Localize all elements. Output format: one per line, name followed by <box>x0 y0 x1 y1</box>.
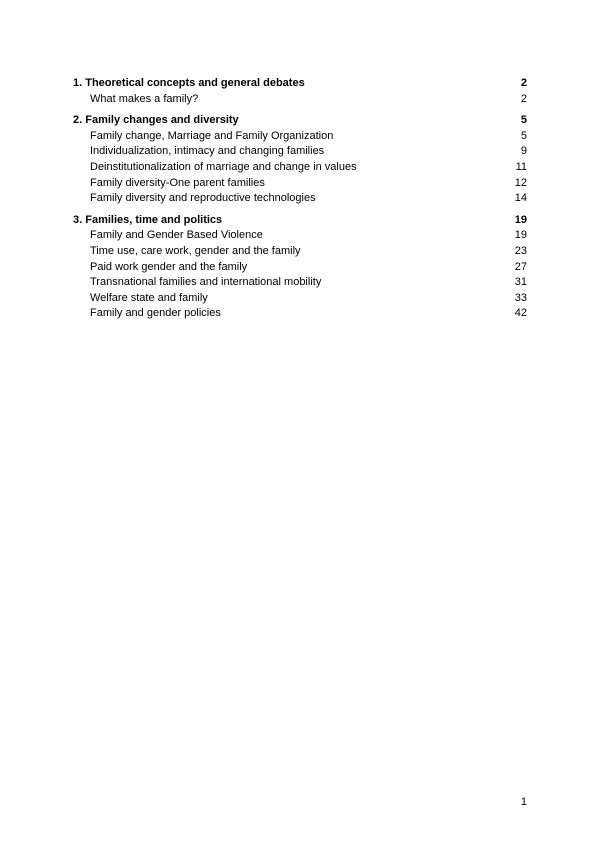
toc-entry-title: What makes a family? <box>90 92 199 105</box>
toc-section-title: 1. Theoretical concepts and general debates <box>73 77 305 89</box>
toc-entry[interactable] <box>73 129 527 145</box>
toc-entry-title: Transnational families and international mobility <box>90 276 322 289</box>
toc-entry-title: Time use, care work, gender and the family <box>90 244 301 257</box>
toc-entry-page: 2 <box>520 92 527 105</box>
toc-entry[interactable] <box>73 291 527 307</box>
toc-entry[interactable] <box>73 244 527 260</box>
toc-entry-page: 19 <box>514 229 527 242</box>
toc-entry-title: Paid work gender and the family <box>90 260 248 273</box>
toc-entry-title: Family change, Marriage and Family Organization <box>90 129 334 142</box>
toc-entry-page: 42 <box>514 307 527 320</box>
toc-entry-page: 27 <box>514 260 527 273</box>
toc-entry-title: Family and Gender Based Violence <box>90 229 263 242</box>
toc-entry[interactable] <box>73 144 527 160</box>
toc-entry-title: Deinstitutionalization of marriage and change in values <box>90 160 357 173</box>
page-number: 1 <box>520 796 527 808</box>
toc-section <box>73 113 527 207</box>
toc-entry[interactable] <box>73 306 527 322</box>
toc-section-heading[interactable] <box>73 76 527 92</box>
toc-section-page: 5 <box>520 114 527 127</box>
toc-entry-page: 5 <box>520 129 527 142</box>
toc-entry-page: 9 <box>520 145 527 158</box>
toc-entry[interactable] <box>73 275 527 291</box>
toc-section-heading[interactable] <box>73 213 527 229</box>
toc-entry[interactable] <box>73 160 527 176</box>
toc-entry-page: 23 <box>514 244 527 257</box>
toc-entry[interactable] <box>73 176 527 192</box>
table-of-contents <box>73 76 527 328</box>
toc-entry-page: 31 <box>514 276 527 289</box>
toc-section-heading[interactable] <box>73 113 527 129</box>
toc-entry-title: Family diversity-One parent families <box>90 176 265 189</box>
toc-entry[interactable] <box>73 92 527 108</box>
toc-entry-title: Individualization, intimacy and changing families <box>90 145 325 158</box>
toc-section-page: 19 <box>514 213 527 226</box>
toc-entry-title: Welfare state and family <box>90 291 208 304</box>
toc-section <box>73 76 527 107</box>
toc-entry-page: 11 <box>515 160 527 173</box>
toc-entry-title: Family and gender policies <box>90 307 221 320</box>
toc-entry-page: 33 <box>514 291 527 304</box>
toc-section <box>73 213 527 322</box>
toc-entry[interactable] <box>73 191 527 207</box>
toc-entry[interactable] <box>73 228 527 244</box>
toc-entry[interactable] <box>73 260 527 276</box>
toc-section-title: 3. Families, time and politics <box>73 213 223 226</box>
toc-entry-page: 14 <box>514 192 527 205</box>
toc-entry-page: 12 <box>514 176 527 189</box>
toc-section-page: 2 <box>520 77 527 89</box>
toc-entry-title: Family diversity and reproductive technologies <box>90 192 316 205</box>
toc-section-title: 2. Family changes and diversity <box>73 114 239 127</box>
